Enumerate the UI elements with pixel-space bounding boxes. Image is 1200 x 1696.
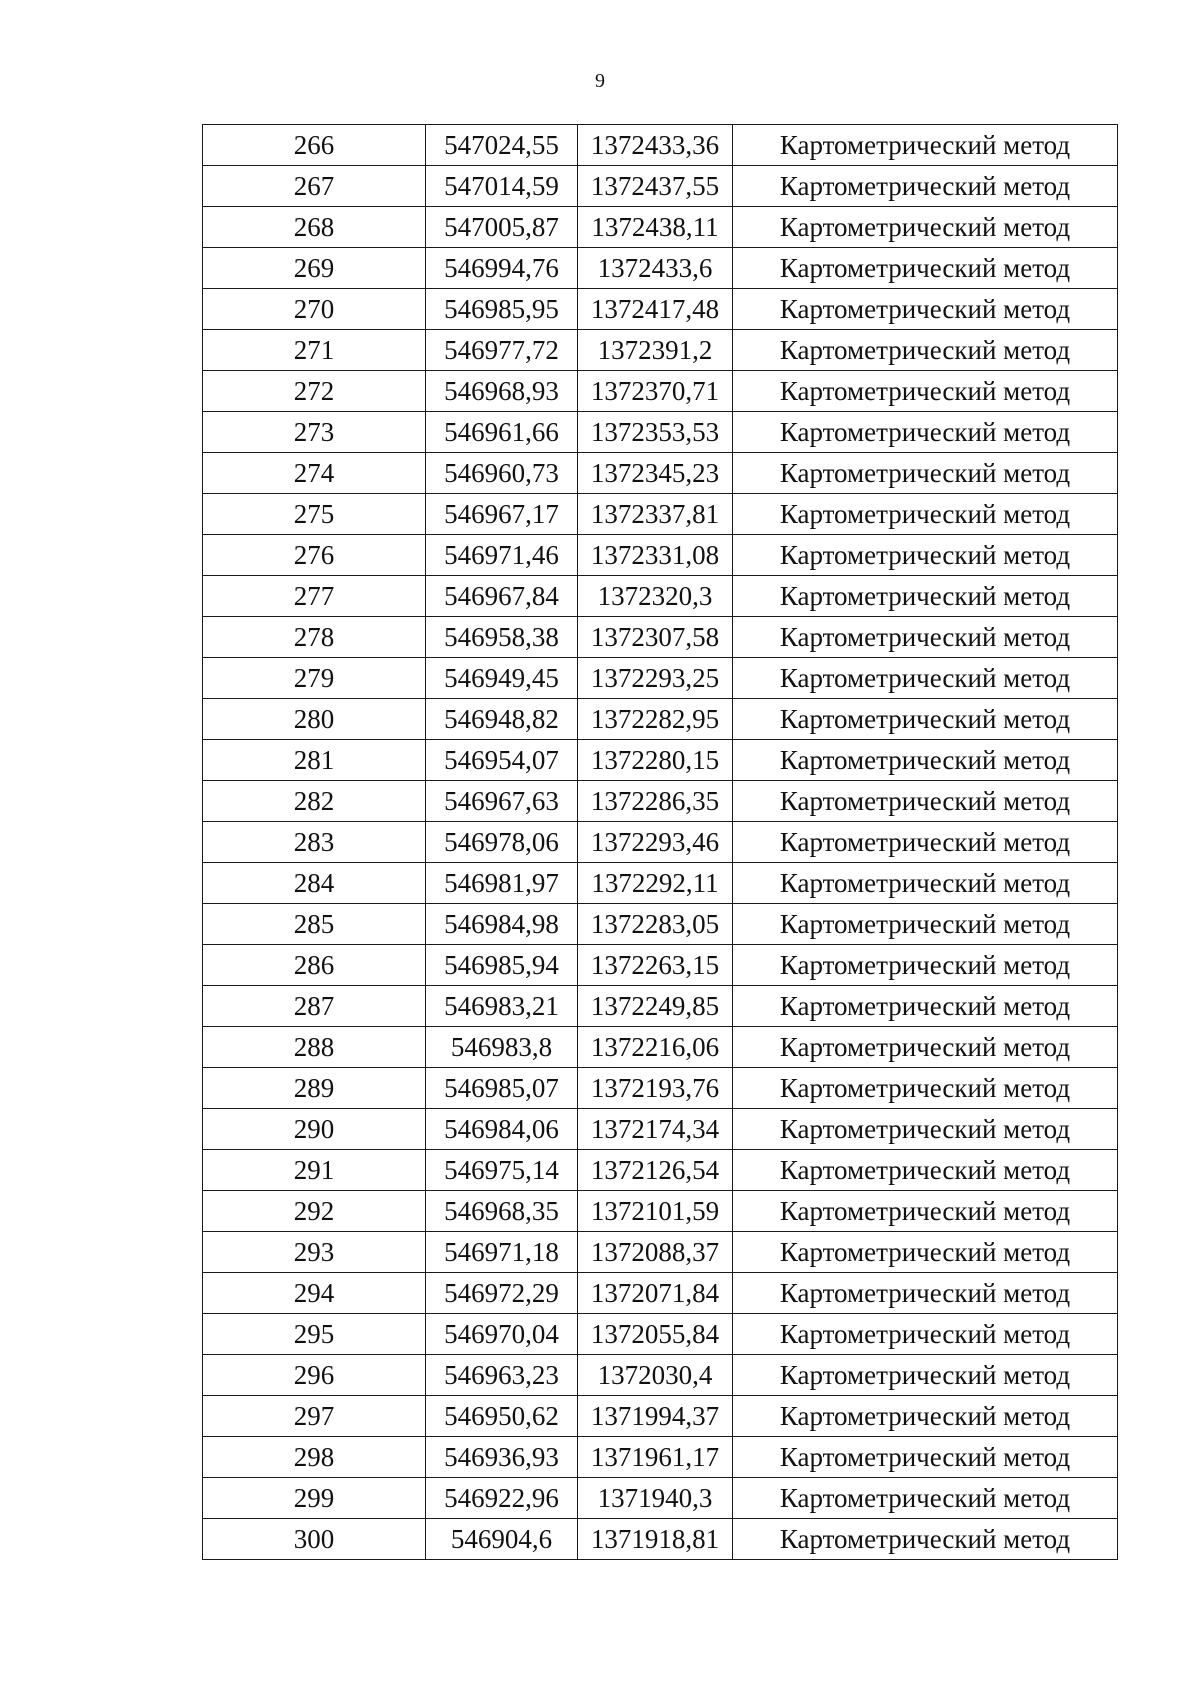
table-row (203, 371, 1118, 412)
point-number-cell: 267 (203, 166, 426, 207)
table-row (203, 1068, 1118, 1109)
point-number-cell: 292 (203, 1191, 426, 1232)
y-coordinate-cell: 1372263,15 (578, 945, 733, 986)
y-coordinate-cell: 1372320,3 (578, 576, 733, 617)
method-cell: Картометрический метод (733, 1150, 1118, 1191)
table-row (203, 1519, 1118, 1560)
table-row (203, 1027, 1118, 1068)
x-coordinate-cell: 546949,45 (426, 658, 578, 699)
point-number-cell: 290 (203, 1109, 426, 1150)
method-cell: Картометрический метод (733, 125, 1118, 166)
y-coordinate-cell: 1372353,53 (578, 412, 733, 453)
method-cell: Картометрический метод (733, 453, 1118, 494)
point-number-cell: 283 (203, 822, 426, 863)
y-coordinate-cell: 1372126,54 (578, 1150, 733, 1191)
y-coordinate-cell: 1372193,76 (578, 1068, 733, 1109)
y-coordinate-cell: 1372101,59 (578, 1191, 733, 1232)
y-coordinate-cell: 1372391,2 (578, 330, 733, 371)
x-coordinate-cell: 546967,84 (426, 576, 578, 617)
point-number-cell: 266 (203, 125, 426, 166)
method-cell: Картометрический метод (733, 1191, 1118, 1232)
table-row (203, 699, 1118, 740)
method-cell: Картометрический метод (733, 1273, 1118, 1314)
point-number-cell: 273 (203, 412, 426, 453)
point-number-cell: 286 (203, 945, 426, 986)
point-number-cell: 297 (203, 1396, 426, 1437)
x-coordinate-cell: 546967,17 (426, 494, 578, 535)
x-coordinate-cell: 546971,18 (426, 1232, 578, 1273)
method-cell: Картометрический метод (733, 1232, 1118, 1273)
point-number-cell: 276 (203, 535, 426, 576)
x-coordinate-cell: 547024,55 (426, 125, 578, 166)
method-cell: Картометрический метод (733, 986, 1118, 1027)
point-number-cell: 279 (203, 658, 426, 699)
x-coordinate-cell: 546948,82 (426, 699, 578, 740)
x-coordinate-cell: 546963,23 (426, 1355, 578, 1396)
point-number-cell: 268 (203, 207, 426, 248)
x-coordinate-cell: 547005,87 (426, 207, 578, 248)
x-coordinate-cell: 546971,46 (426, 535, 578, 576)
y-coordinate-cell: 1372293,25 (578, 658, 733, 699)
y-coordinate-cell: 1372282,95 (578, 699, 733, 740)
method-cell: Картометрический метод (733, 412, 1118, 453)
method-cell: Картометрический метод (733, 289, 1118, 330)
table-row (203, 289, 1118, 330)
x-coordinate-cell: 546968,93 (426, 371, 578, 412)
point-number-cell: 291 (203, 1150, 426, 1191)
point-number-cell: 299 (203, 1478, 426, 1519)
point-number-cell: 272 (203, 371, 426, 412)
x-coordinate-cell: 546975,14 (426, 1150, 578, 1191)
method-cell: Картометрический метод (733, 945, 1118, 986)
coordinates-table-body (203, 125, 1118, 1560)
table-row (203, 412, 1118, 453)
point-number-cell: 287 (203, 986, 426, 1027)
y-coordinate-cell: 1372337,81 (578, 494, 733, 535)
method-cell: Картометрический метод (733, 371, 1118, 412)
y-coordinate-cell: 1371961,17 (578, 1437, 733, 1478)
x-coordinate-cell: 546981,97 (426, 863, 578, 904)
method-cell: Картометрический метод (733, 617, 1118, 658)
point-number-cell: 298 (203, 1437, 426, 1478)
method-cell: Картометрический метод (733, 1396, 1118, 1437)
point-number-cell: 289 (203, 1068, 426, 1109)
method-cell: Картометрический метод (733, 494, 1118, 535)
y-coordinate-cell: 1372438,11 (578, 207, 733, 248)
point-number-cell: 284 (203, 863, 426, 904)
method-cell: Картометрический метод (733, 1519, 1118, 1560)
y-coordinate-cell: 1372249,85 (578, 986, 733, 1027)
x-coordinate-cell: 546967,63 (426, 781, 578, 822)
table-row (203, 494, 1118, 535)
table-row (203, 1273, 1118, 1314)
method-cell: Картометрический метод (733, 248, 1118, 289)
table-row (203, 863, 1118, 904)
method-cell: Картометрический метод (733, 699, 1118, 740)
x-coordinate-cell: 546983,8 (426, 1027, 578, 1068)
x-coordinate-cell: 546954,07 (426, 740, 578, 781)
y-coordinate-cell: 1371994,37 (578, 1396, 733, 1437)
x-coordinate-cell: 546960,73 (426, 453, 578, 494)
point-number-cell: 280 (203, 699, 426, 740)
x-coordinate-cell: 546984,98 (426, 904, 578, 945)
method-cell: Картометрический метод (733, 1478, 1118, 1519)
x-coordinate-cell: 546950,62 (426, 1396, 578, 1437)
x-coordinate-cell: 546904,6 (426, 1519, 578, 1560)
table-row (203, 330, 1118, 371)
table-row (203, 207, 1118, 248)
y-coordinate-cell: 1372071,84 (578, 1273, 733, 1314)
y-coordinate-cell: 1371918,81 (578, 1519, 733, 1560)
method-cell: Картометрический метод (733, 1109, 1118, 1150)
x-coordinate-cell: 546984,06 (426, 1109, 578, 1150)
point-number-cell: 282 (203, 781, 426, 822)
table-row (203, 166, 1118, 207)
table-row (203, 1150, 1118, 1191)
method-cell: Картометрический метод (733, 576, 1118, 617)
method-cell: Картометрический метод (733, 1027, 1118, 1068)
table-row (203, 617, 1118, 658)
x-coordinate-cell: 547014,59 (426, 166, 578, 207)
table-row (203, 1355, 1118, 1396)
table-row (203, 576, 1118, 617)
method-cell: Картометрический метод (733, 207, 1118, 248)
y-coordinate-cell: 1372088,37 (578, 1232, 733, 1273)
x-coordinate-cell: 546972,29 (426, 1273, 578, 1314)
y-coordinate-cell: 1372283,05 (578, 904, 733, 945)
y-coordinate-cell: 1372292,11 (578, 863, 733, 904)
point-number-cell: 275 (203, 494, 426, 535)
y-coordinate-cell: 1372293,46 (578, 822, 733, 863)
table-row (203, 248, 1118, 289)
y-coordinate-cell: 1372417,48 (578, 289, 733, 330)
point-number-cell: 270 (203, 289, 426, 330)
method-cell: Картометрический метод (733, 863, 1118, 904)
method-cell: Картометрический метод (733, 535, 1118, 576)
x-coordinate-cell: 546922,96 (426, 1478, 578, 1519)
y-coordinate-cell: 1372433,36 (578, 125, 733, 166)
method-cell: Картометрический метод (733, 822, 1118, 863)
table-row (203, 986, 1118, 1027)
method-cell: Картометрический метод (733, 1068, 1118, 1109)
y-coordinate-cell: 1372331,08 (578, 535, 733, 576)
method-cell: Картометрический метод (733, 1355, 1118, 1396)
y-coordinate-cell: 1372280,15 (578, 740, 733, 781)
x-coordinate-cell: 546983,21 (426, 986, 578, 1027)
y-coordinate-cell: 1372030,4 (578, 1355, 733, 1396)
y-coordinate-cell: 1371940,3 (578, 1478, 733, 1519)
x-coordinate-cell: 546958,38 (426, 617, 578, 658)
table-row (203, 740, 1118, 781)
point-number-cell: 288 (203, 1027, 426, 1068)
table-row (203, 1396, 1118, 1437)
method-cell: Картометрический метод (733, 904, 1118, 945)
table-row (203, 1478, 1118, 1519)
point-number-cell: 277 (203, 576, 426, 617)
table-row (203, 1232, 1118, 1273)
point-number-cell: 278 (203, 617, 426, 658)
x-coordinate-cell: 546968,35 (426, 1191, 578, 1232)
x-coordinate-cell: 546985,95 (426, 289, 578, 330)
x-coordinate-cell: 546977,72 (426, 330, 578, 371)
page-number: 9 (595, 70, 605, 92)
table-row (203, 781, 1118, 822)
x-coordinate-cell: 546994,76 (426, 248, 578, 289)
x-coordinate-cell: 546978,06 (426, 822, 578, 863)
x-coordinate-cell: 546970,04 (426, 1314, 578, 1355)
table-row (203, 453, 1118, 494)
x-coordinate-cell: 546985,94 (426, 945, 578, 986)
point-number-cell: 281 (203, 740, 426, 781)
method-cell: Картометрический метод (733, 781, 1118, 822)
point-number-cell: 271 (203, 330, 426, 371)
method-cell: Картометрический метод (733, 740, 1118, 781)
method-cell: Картометрический метод (733, 1314, 1118, 1355)
table-row (203, 1437, 1118, 1478)
y-coordinate-cell: 1372174,34 (578, 1109, 733, 1150)
point-number-cell: 293 (203, 1232, 426, 1273)
x-coordinate-cell: 546985,07 (426, 1068, 578, 1109)
table-row (203, 1191, 1118, 1232)
y-coordinate-cell: 1372345,23 (578, 453, 733, 494)
point-number-cell: 274 (203, 453, 426, 494)
coordinates-table (202, 124, 1118, 1560)
point-number-cell: 285 (203, 904, 426, 945)
table-row (203, 1109, 1118, 1150)
y-coordinate-cell: 1372437,55 (578, 166, 733, 207)
y-coordinate-cell: 1372433,6 (578, 248, 733, 289)
x-coordinate-cell: 546936,93 (426, 1437, 578, 1478)
y-coordinate-cell: 1372286,35 (578, 781, 733, 822)
point-number-cell: 300 (203, 1519, 426, 1560)
y-coordinate-cell: 1372307,58 (578, 617, 733, 658)
table-row (203, 822, 1118, 863)
x-coordinate-cell: 546961,66 (426, 412, 578, 453)
table-row (203, 945, 1118, 986)
table-row (203, 125, 1118, 166)
point-number-cell: 269 (203, 248, 426, 289)
table-row (203, 535, 1118, 576)
y-coordinate-cell: 1372216,06 (578, 1027, 733, 1068)
point-number-cell: 296 (203, 1355, 426, 1396)
y-coordinate-cell: 1372370,71 (578, 371, 733, 412)
point-number-cell: 295 (203, 1314, 426, 1355)
method-cell: Картометрический метод (733, 330, 1118, 371)
table-row (203, 904, 1118, 945)
point-number-cell: 294 (203, 1273, 426, 1314)
table-row (203, 1314, 1118, 1355)
table-row (203, 658, 1118, 699)
method-cell: Картометрический метод (733, 166, 1118, 207)
y-coordinate-cell: 1372055,84 (578, 1314, 733, 1355)
method-cell: Картометрический метод (733, 1437, 1118, 1478)
method-cell: Картометрический метод (733, 658, 1118, 699)
